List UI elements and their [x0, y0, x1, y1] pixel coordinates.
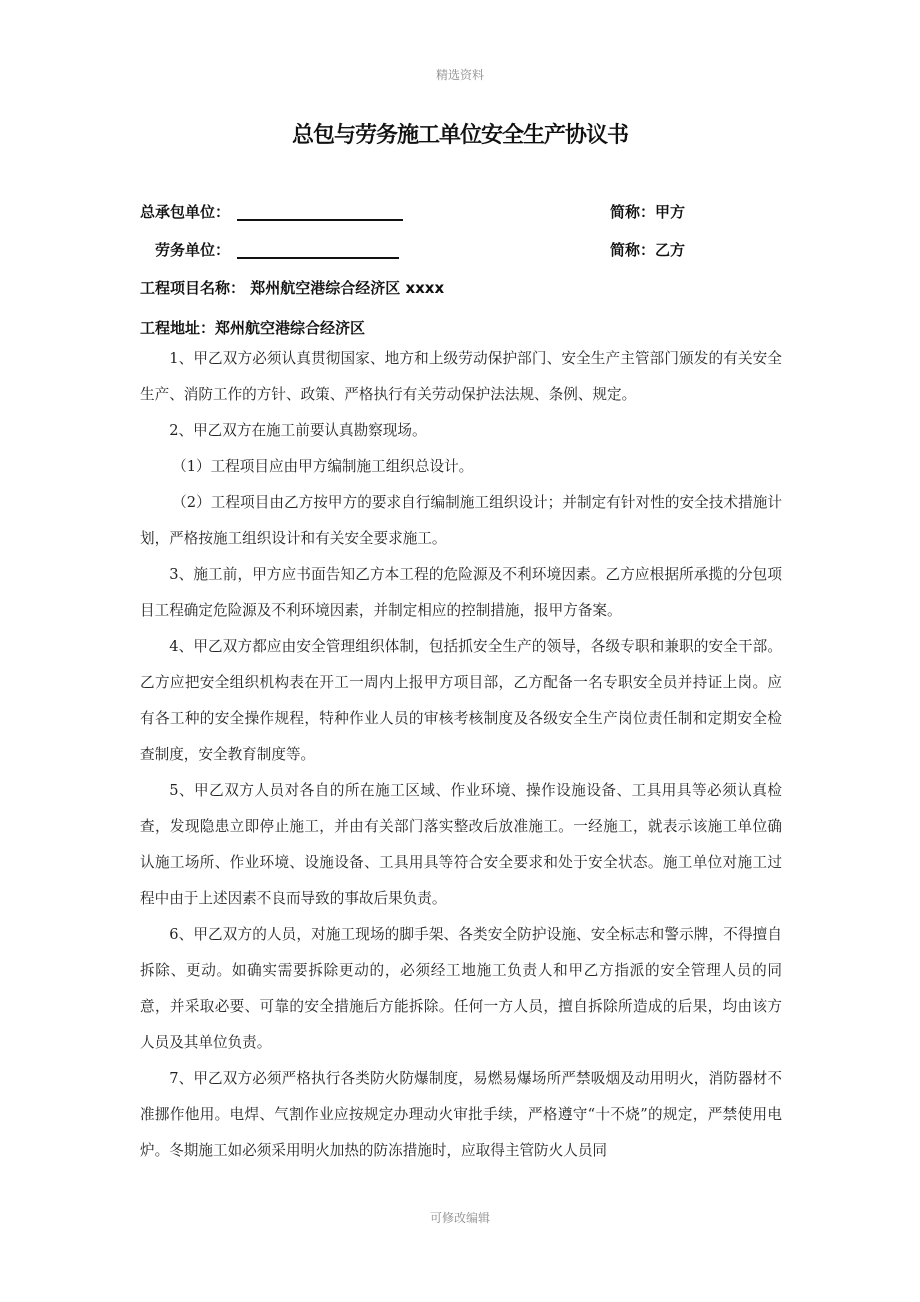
labor-unit-abbr: 简称：乙方: [610, 241, 686, 259]
clause-paragraph: 3、施工前，甲方应书面告知乙方本工程的危险源及不利环境因素。乙方应根据所承揽的分包项目工程确定危险源及不利环境因素，并制定相应的控制措施，报甲方备案。: [140, 566, 782, 619]
clause-paragraph: （2）工程项目由乙方按甲方的要求自行编制施工组织设计；并制定有针对性的安全技术措施计划，严格按施工组织设计和有关安全要求施工。: [140, 494, 782, 547]
project-name-line: 工程项目名称： 郑州航空港综合经济区 xxxx: [140, 279, 445, 297]
labor-unit-label: 劳务单位：: [155, 241, 231, 259]
document-title: 总包与劳务施工单位安全生产协议书: [291, 123, 628, 148]
general-contractor-abbr: 简称：甲方: [610, 203, 686, 221]
clauses-body: [140, 341, 782, 1169]
clause-paragraph: 1、甲乙双方必须认真贯彻国家、地方和上级劳动保护部门、安全生产主管部门颁发的有关安全生产、消防工作的方针、政策、严格执行有关劳动保护法法规、条例、规定。: [140, 350, 782, 403]
clause-paragraph: （1）工程项目应由甲方编制施工组织总设计。: [172, 458, 474, 475]
labor-unit-row: [140, 239, 790, 265]
header-note: 精选资料: [435, 68, 484, 82]
labor-unit-blank-line: [237, 257, 399, 259]
clause-paragraph: 2、甲乙双方在施工前要认真勘察现场。: [169, 422, 427, 439]
clause-paragraph: 4、甲乙双方都应由安全管理组织体制，包括抓安全生产的领导，各级专职和兼职的安全干部。乙方应把安全组织机构表在开工一周内上报甲方项目部，乙方配备一名专职安全员并持证上岗。应有各工种的安全操作规程，特种作业人员的审核考核制度及各级安全生产岗位责任制和定期安全检查制度，安全教育制度等。: [140, 638, 782, 763]
clause-paragraph: 7、甲乙双方必须严格执行各类防火防爆制度，易燃易爆场所严禁吸烟及动用明火，消防器材不准挪作他用。电焊、气割作业应按规定办理动火审批手续，严格遵守“十不烧”的规定，严禁使用电炉。冬期施工如必须采用明火加热的防冻措施时，应取得主管防火人员同: [140, 1070, 782, 1159]
general-contractor-row: [140, 201, 790, 227]
project-address-line: 工程地址：郑州航空港综合经济区: [140, 319, 366, 337]
clause-paragraph: 6、甲乙双方的人员，对施工现场的脚手架、各类安全防护设施、安全标志和警示牌，不得擅自拆除、更动。如确实需要拆除更动的，必须经工地施工负责人和甲乙方指派的安全管理人员的同意，并采取必要、可靠的安全措施后方能拆除。任何一方人员，擅自拆除所造成的后果，均由该方人员及其单位负责。: [140, 926, 782, 1051]
clause-paragraph: 5、甲乙双方人员对各自的所在施工区域、作业环境、操作设施设备、工具用具等必须认真检查，发现隐患立即停止施工，并由有关部门落实整改后放准施工。一经施工，就表示该施工单位确认施工场所、作业环境、设施设备、工具用具等符合安全要求和处于安全状态。施工单位对施工过程中由于上述因素不良而导致的事故后果负责。: [140, 782, 782, 907]
footer-note: 可修改编辑: [429, 1211, 490, 1225]
general-contractor-label: 总承包单位：: [140, 203, 231, 221]
general-contractor-blank-line: [237, 219, 403, 221]
